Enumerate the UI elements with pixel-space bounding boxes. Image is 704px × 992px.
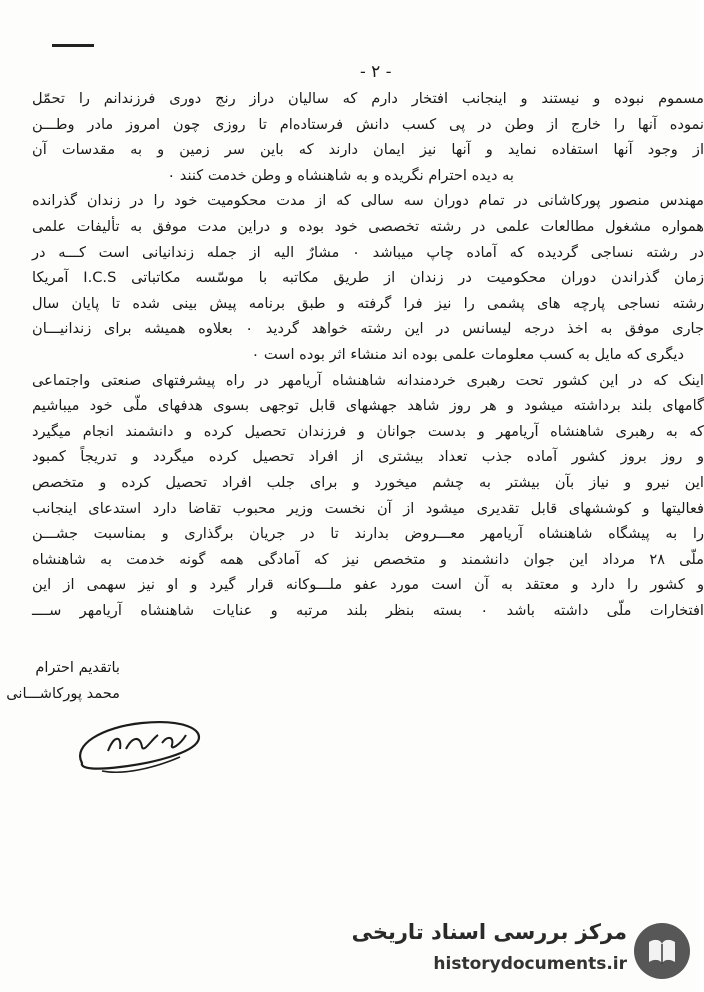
text-line: و کشور را دارد و معتقد به آن است مورد عفو ملـــوکانه قرار گیرد و او نیز سهمی از این [32, 576, 704, 594]
text-line: این نیرو و نیاز بآن بیشتر به چشم میخورد و برای جلب افراد تحصیل کرده و متخصص [32, 473, 704, 491]
signer-name: محمد پورکاشـــانی [6, 685, 120, 702]
text-line: را به پیشگاه شاهنشاه آریامهر معـــروض بدارند تا در جریان برگذاری و بمناسبت جشـــن [32, 525, 704, 543]
text-line: فعالیتها و کوششهای قابل تقدیری میشود از آن نخست وزیر محبوب تقاضا دارد استدعای اینجانب [32, 499, 704, 517]
letter-body [32, 86, 704, 623]
text-line: ملّی ۲۸ مرداد این جوان دانشمند و متخصص نیز که آمادگی همه گونه خدمت به شاهنشاه [32, 550, 704, 568]
page-number: - ٢ - [360, 62, 392, 82]
text-line: مسموم نبوده و نیستند و اینجانب افتخار دارم که سالیان دراز رنج دوری فرزندانم را تحمّل [32, 90, 704, 107]
handwritten-signature [62, 705, 212, 785]
text-line: افتخارات ملّی داشته باشد ٠ بسته بنظر بلند مرتبه و عنایات شاهنشاه آریامهر ســــ [32, 601, 704, 619]
watermark-title: مرکز بررسی اسناد تاریخی [351, 920, 627, 944]
text-line: و روز بروز کشور آماده جذب تعداد بیشتری از افراد تحصیل کرده میگردد و تدریجاً کمبود [32, 448, 704, 466]
text-line: نموده آنها را خارج از وطن در پی کسب دانش فرستاده‌ام تا روزی چون امروز مادر وطـــن [32, 115, 704, 133]
text-line: زمان گذراندن دوران محکومیت در زندان از طریق مکاتبه با موسّسه مکاتباتی I.C.S آمریکا [32, 269, 704, 287]
archive-logo-icon [631, 920, 693, 982]
archive-watermark [351, 914, 695, 986]
closing-salutation: باتقدیم احترام [35, 659, 120, 676]
text-line: در رشته نساجی گردیده که آماده چاپ میباشد ٠ مشارٌ الیه از جمله زندانیانی است کـــه در [32, 243, 704, 261]
text-line: به دیده احترام نگریده و به شاهنشاه و وطن خدمت کنند ٠ [167, 166, 514, 184]
text-line: اینک که در این کشور تحت رهبری خردمندانه شاهنشاه آریامهر در راه پیشرفتهای صنعتی واجتماعی [32, 371, 704, 389]
text-line: گامهای بلند برداشته میشود و هر روز شاهد جهشهای قابل توجهی بسوی هدفهای ملّی خود میباشیم [32, 397, 704, 415]
top-dash-mark [52, 44, 94, 47]
text-line: همواره مشغول مطالعات علمی در رشته تخصصی خود بوده و دراین مدت موفق به تألیفات علمی [32, 217, 704, 235]
text-line: دیگری که مایل به کسب معلومات علمی بوده اند منشاء اثر بوده است ٠ [251, 345, 684, 363]
text-line: رشته نساجی پارچه های پشمی را نیز فرا گرفته و طبق برنامه پیش بینی شده تا پایان سال [32, 294, 704, 312]
watermark-url: historydocuments.ir [433, 954, 627, 974]
text-line: جاری موفق به اخذ درجه لیسانس در این رشته خواهد گردید ٠ بعلاوه همیشه برای زندانیـــان [32, 320, 704, 338]
closing-block [6, 655, 120, 707]
text-line: مهندس منصور پورکاشانی در تمام دوران سه سالی که از مدت محکومیت خود را در زندان گذرانده [32, 192, 704, 210]
text-line: که به رهبری شاهنشاه آریامهر و بدست جوانان و فرزندان تحصیل کرده و دانشمند انجام میگیرد [32, 422, 704, 440]
text-line: از وجود آنها استفاده نماید و آنها نیز ایمان دارند که باین سر زمین و به مقدسات آن [32, 141, 704, 159]
